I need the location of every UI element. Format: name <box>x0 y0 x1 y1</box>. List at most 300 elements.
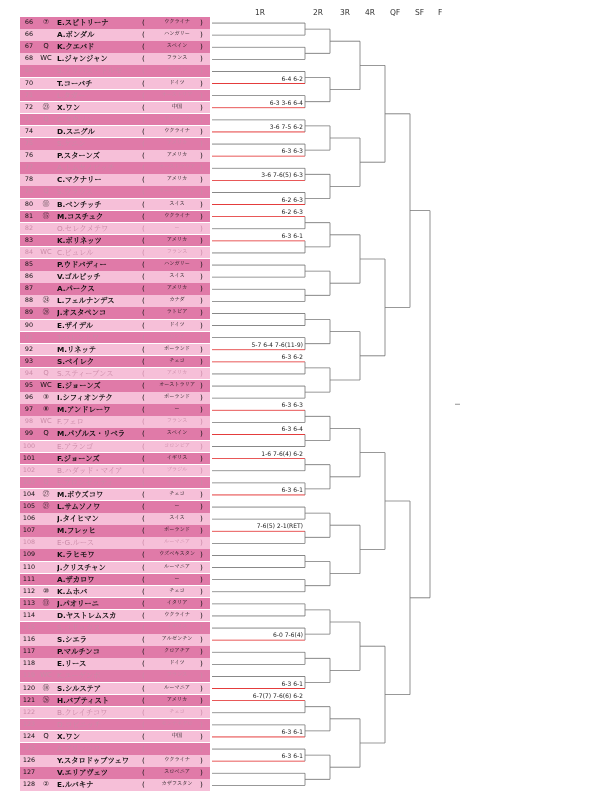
draw-number: 86 <box>24 272 34 281</box>
match-score: 6-3 6-1 <box>281 728 303 736</box>
draw-number: 117 <box>22 647 36 656</box>
country-label: ウクライナ <box>164 212 190 219</box>
paren-close: ) <box>200 489 203 499</box>
player-name: E.ジョーンズ <box>57 381 101 390</box>
country-label: イギリス <box>166 454 188 461</box>
country-label: アメリカ <box>166 369 188 376</box>
draw-number: 115 <box>22 623 36 631</box>
paren-open: ( <box>142 151 145 161</box>
country-label: スイス <box>169 515 185 522</box>
paren-close: ) <box>200 562 203 572</box>
draw-number: 109 <box>22 550 36 559</box>
draw-number: 90 <box>24 320 34 329</box>
round-header: 4R <box>365 8 375 17</box>
country-label: ルーマニア <box>164 684 190 691</box>
paren-close: ) <box>200 695 203 705</box>
seed-label: Q <box>43 368 49 377</box>
draw-number: 81 <box>24 211 34 220</box>
round-header: 3R <box>340 8 350 17</box>
paren-open: ( <box>142 731 145 741</box>
paren-close: ) <box>200 731 203 741</box>
paren-close: ) <box>200 405 203 415</box>
country-label: ハンガリー <box>164 31 190 38</box>
country-label: ポーランド <box>164 394 190 401</box>
match-score: 6-3 6-1 <box>281 486 303 494</box>
paren-open: ( <box>142 647 145 657</box>
paren-open: ( <box>142 429 145 439</box>
player-name: D.ヤストレムスカ <box>57 610 117 620</box>
paren-close: ) <box>200 477 203 487</box>
paren-open: ( <box>142 635 145 645</box>
paren-open: ( <box>142 683 145 693</box>
paren-close: ) <box>200 284 203 294</box>
country-label: アメリカ <box>166 152 188 159</box>
player-name: S.ソリバス・トルモ <box>57 66 123 76</box>
draw-number: 122 <box>22 707 36 716</box>
paren-close: ) <box>200 54 203 64</box>
paren-close: ) <box>200 151 203 161</box>
player-name: P.ウドバディー <box>57 260 107 269</box>
paren-open: ( <box>142 538 145 548</box>
draw-number: 112 <box>22 586 36 595</box>
seed-label: ② <box>42 780 50 789</box>
country-label: カザフスタン <box>161 781 193 788</box>
player-name: L.ブロンゼッティ <box>57 477 114 487</box>
player-name: D.スニグル <box>57 126 95 136</box>
paren-close: ) <box>200 574 203 584</box>
paren-close: ) <box>200 502 203 511</box>
paren-open: ( <box>142 514 145 524</box>
paren-close: ) <box>200 272 203 282</box>
draw-number: 124 <box>22 731 36 740</box>
paren-close: ) <box>200 417 203 427</box>
paren-close: ) <box>200 344 203 354</box>
draw-number: 126 <box>22 756 36 765</box>
draw-number: 113 <box>22 598 36 607</box>
player-name: T.コーバチ <box>57 78 93 88</box>
draw-number: 82 <box>24 223 34 232</box>
country-label: フランス <box>166 418 188 425</box>
player-name: E.ルバキナ <box>57 780 94 790</box>
player-name: H.バプティスト <box>57 695 110 705</box>
paren-close: ) <box>200 90 203 100</box>
player-name: C.マクナリー <box>57 175 102 185</box>
country-label: ルーマニア <box>164 563 190 570</box>
paren-open: ( <box>142 405 145 415</box>
player-name: S.ウラウス <box>57 187 93 197</box>
seed-label: ㉘ <box>42 308 50 317</box>
paren-close: ) <box>200 223 203 233</box>
paren-close: ) <box>200 126 203 136</box>
player-name: A.ブリンコワ <box>57 744 101 753</box>
draw-number: 83 <box>24 235 34 244</box>
match-score: 6-2 6-3 <box>281 208 303 216</box>
player-name: A.ザカロワ <box>57 574 95 584</box>
country-label: ー <box>174 224 180 231</box>
paren-open: ( <box>142 332 145 342</box>
paren-open: ( <box>142 659 145 669</box>
player-name: K.ユーゲンボ <box>57 671 101 681</box>
draw-number: 84 <box>24 247 34 256</box>
player-name: P.マルチンコ <box>57 647 100 657</box>
draw-number: 108 <box>22 538 36 547</box>
paren-close: ) <box>200 683 203 693</box>
draw-number: 123 <box>22 719 36 728</box>
player-name: M.リネッテ <box>57 344 97 354</box>
draw-number: 116 <box>22 635 36 644</box>
seed-label: ⑪ <box>42 199 50 208</box>
paren-open: ( <box>142 296 145 306</box>
paren-close: ) <box>200 707 203 717</box>
paren-open: ( <box>142 320 145 330</box>
paren-open: ( <box>142 211 145 221</box>
paren-close: ) <box>200 78 203 88</box>
match-score: 6-2 6-3 <box>281 196 303 204</box>
draw-number: 102 <box>22 465 36 474</box>
player-name: L.サムソノワ <box>57 502 101 511</box>
paren-close: ) <box>200 66 203 76</box>
country-label: スイス <box>169 273 185 280</box>
seed-label: ㉔ <box>42 296 50 305</box>
draw-number: 120 <box>22 683 36 692</box>
draw-number: 91 <box>24 332 34 341</box>
player-name: J.パオリーニ <box>57 598 99 608</box>
paren-open: ( <box>142 756 145 766</box>
paren-open: ( <box>142 272 145 282</box>
paren-open: ( <box>142 417 145 427</box>
round-header: 2R <box>313 8 323 17</box>
match-score: 6-3 6-3 <box>281 148 303 156</box>
paren-close: ) <box>200 635 203 645</box>
player-name: K.ラヒモワ <box>57 550 95 560</box>
player-name: L.ジャンジャン <box>57 54 108 64</box>
country-label: ウクライナ <box>164 19 190 25</box>
paren-open: ( <box>142 356 145 366</box>
paren-open: ( <box>142 526 145 536</box>
match-score: 6-3 6-1 <box>281 753 303 761</box>
match-score: 3-6 7-5 6-2 <box>269 123 303 131</box>
player-name: S.シルステア <box>57 683 101 693</box>
paren-open: ( <box>142 623 145 632</box>
match-score: 6-3 6-1 <box>281 680 303 688</box>
draw-number: 111 <box>22 574 36 583</box>
paren-close: ) <box>200 211 203 221</box>
paren-open: ( <box>142 102 145 112</box>
player-name: E.アランゴ <box>57 441 94 451</box>
draw-number: 96 <box>24 393 34 402</box>
paren-open: ( <box>142 126 145 136</box>
paren-open: ( <box>142 695 145 705</box>
paren-open: ( <box>142 586 145 596</box>
paren-close: ) <box>200 102 203 112</box>
player-name: X.ワン <box>57 731 80 741</box>
match-score: 7-6(5) 2-1(RET) <box>256 523 303 531</box>
seed-label: ㉑ <box>42 502 50 510</box>
paren-open: ( <box>142 30 145 40</box>
paren-open: ( <box>142 780 145 790</box>
paren-close: ) <box>200 18 203 27</box>
seed-label: ㉗ <box>42 489 50 498</box>
country-label: アメリカ <box>166 236 188 243</box>
draw-number: 128 <box>22 780 36 789</box>
country-label: ドイツ <box>169 321 185 328</box>
player-name: L.タガー <box>57 90 86 100</box>
seed-label: Q <box>43 429 49 438</box>
paren-open: ( <box>142 768 145 778</box>
round-header: SF <box>415 8 425 17</box>
paren-open: ( <box>142 453 145 463</box>
seed-label: ⑩ <box>42 586 50 595</box>
player-name: T.バレントワ <box>57 332 100 342</box>
draw-number: 78 <box>24 175 34 184</box>
paren-open: ( <box>142 42 145 52</box>
paren-close: ) <box>200 598 203 608</box>
draw-number: 103 <box>22 477 36 486</box>
paren-close: ) <box>200 429 203 439</box>
paren-open: ( <box>142 562 145 572</box>
draw-number: 110 <box>22 562 36 571</box>
country-label: オーストリア <box>161 91 193 98</box>
paren-open: ( <box>142 163 145 173</box>
player-name: J.オスタペンコ <box>57 308 107 318</box>
paren-close: ) <box>200 538 203 548</box>
player-name: K.ムホバ <box>57 586 88 596</box>
paren-open: ( <box>142 671 145 681</box>
draw-number: 114 <box>22 610 36 619</box>
country-label: ドイツ <box>169 660 185 667</box>
paren-open: ( <box>142 368 145 378</box>
draw-number: 89 <box>24 308 34 317</box>
paren-close: ) <box>200 526 203 536</box>
paren-close: ) <box>200 187 203 197</box>
match-score: 6-7(7) 7-6(6) 6-2 <box>252 692 303 700</box>
round-header: QF <box>390 8 401 17</box>
paren-close: ) <box>200 550 203 560</box>
draw-number: 87 <box>24 284 34 293</box>
paren-close: ) <box>200 332 203 342</box>
match-score: 6-3 6-3 <box>281 402 303 410</box>
player-name: D.コビニッチ <box>57 719 102 729</box>
country-label: 中国 <box>171 732 183 739</box>
paren-open: ( <box>142 574 145 584</box>
paren-close: ) <box>200 744 203 753</box>
paren-close: ) <box>200 30 203 40</box>
paren-close: ) <box>200 235 203 245</box>
country-label: ルーマニア <box>164 539 190 546</box>
seed-label: ⑧ <box>42 405 50 414</box>
paren-close: ) <box>200 308 203 318</box>
match-score: 6-3 6-2 <box>281 353 303 361</box>
country-label: スロベニア <box>164 769 190 776</box>
country-label: オーストラリア <box>158 164 196 171</box>
paren-open: ( <box>142 187 145 197</box>
draw-number: 98 <box>24 417 34 426</box>
paren-open: ( <box>142 344 145 354</box>
country-label: スイス <box>169 200 185 207</box>
paren-open: ( <box>142 610 145 620</box>
draw-number: 94 <box>24 368 34 377</box>
draw-number: 73 <box>24 114 34 123</box>
paren-close: ) <box>200 175 203 185</box>
paren-open: ( <box>142 393 145 403</box>
country-label: アメリカ <box>166 285 188 292</box>
draw-number: 74 <box>24 126 34 135</box>
country-label: ー <box>174 575 180 582</box>
player-name: A.ボンダル <box>57 30 95 40</box>
paren-close: ) <box>200 659 203 669</box>
seed-label: ⑦ <box>42 18 50 26</box>
paren-close: ) <box>200 247 203 257</box>
draw-number: 69 <box>24 66 34 75</box>
paren-open: ( <box>142 598 145 608</box>
country-label: ウズベキスタン <box>158 551 196 558</box>
draw-number: 66 <box>24 18 34 26</box>
player-name: F.ジョーンズ <box>57 453 100 463</box>
player-name: E.リース <box>57 659 87 669</box>
draw-number: 85 <box>24 260 34 268</box>
country-label: チェコ <box>169 357 185 364</box>
seed-label: WC <box>40 54 52 63</box>
paren-open: ( <box>142 199 145 209</box>
draw-number: 118 <box>22 659 36 668</box>
draw-number: 105 <box>22 502 36 510</box>
draw-number: 70 <box>24 78 34 87</box>
country-label: ラトビア <box>166 309 188 316</box>
paren-close: ) <box>200 623 203 632</box>
paren-open: ( <box>142 284 145 294</box>
match-score: 6-4 6-2 <box>281 75 303 83</box>
draw-number: 97 <box>24 405 34 414</box>
seed-label: WC <box>40 417 52 426</box>
player-name: L.フェルナンデス <box>57 296 115 306</box>
seed-label: Q <box>43 42 49 51</box>
player-name: M.アンドレーワ <box>57 405 111 415</box>
seed-label: WC <box>40 671 52 680</box>
country-label: ロシア <box>169 333 185 340</box>
country-label: チェコ <box>169 490 185 497</box>
draw-number: 127 <box>22 768 36 777</box>
seed-label: ⑬ <box>42 598 50 607</box>
seed-label: ㉓ <box>42 102 50 111</box>
paren-open: ( <box>142 78 145 88</box>
country-label: ー <box>174 406 180 413</box>
match-score: 6-0 7-6(4) <box>272 632 303 640</box>
paren-open: ( <box>142 260 145 269</box>
player-name: B.ハダッド・マイア <box>57 465 123 475</box>
player-name: K.クエバド <box>57 42 95 52</box>
paren-open: ( <box>142 139 145 148</box>
paren-close: ) <box>200 114 203 124</box>
paren-open: ( <box>142 744 145 753</box>
seed-label: Q <box>43 187 49 196</box>
draw-number: 106 <box>22 514 36 523</box>
player-name: C.ビュレル <box>57 247 94 257</box>
paren-close: ) <box>200 368 203 378</box>
draw-number: 76 <box>24 151 34 160</box>
paren-close: ) <box>200 671 203 681</box>
player-name: S.シエラ <box>57 635 87 645</box>
country-label: ポーランド <box>164 345 190 352</box>
player-name: M.パゾルス・リベラ <box>57 429 126 439</box>
seed-label: WC <box>40 381 52 389</box>
paren-close: ) <box>200 163 203 173</box>
player-name: V.ゴルビッチ <box>57 272 101 282</box>
country-label: モンテネグロ <box>161 720 193 727</box>
paren-open: ( <box>142 247 145 257</box>
paren-close: ) <box>200 356 203 366</box>
player-name: J.タイヒマン <box>57 514 99 524</box>
country-label: ブラジル <box>166 466 188 473</box>
player-name: X.ワン <box>57 102 80 112</box>
draw-number: 101 <box>22 453 36 462</box>
paren-open: ( <box>142 707 145 717</box>
paren-close: ) <box>200 393 203 403</box>
draw-number: 79 <box>24 187 34 196</box>
draw-number: 93 <box>24 356 34 365</box>
player-name: E.ザイデル <box>57 320 94 330</box>
paren-close: ) <box>200 780 203 790</box>
country-label: イタリア <box>166 478 188 485</box>
player-name: O.セレクメテワ <box>57 223 109 233</box>
player-name: M.ボウズコワ <box>57 489 104 499</box>
paren-open: ( <box>142 308 145 318</box>
seed-label: WC <box>40 247 52 256</box>
country-label: クロアチア <box>164 648 190 655</box>
country-label: フランス <box>166 55 188 62</box>
draw-number: 67 <box>24 42 34 51</box>
draw-number: 104 <box>22 489 36 498</box>
player-name: F.フェロ <box>57 417 84 427</box>
player-name: S.ケニン <box>57 139 86 148</box>
paren-close: ) <box>200 514 203 524</box>
country-label: ー <box>174 503 180 509</box>
paren-close: ) <box>200 719 203 729</box>
paren-open: ( <box>142 223 145 233</box>
seed-label: ③ <box>42 393 50 402</box>
draw-number: 95 <box>24 381 34 389</box>
paren-close: ) <box>200 296 203 306</box>
country-label: 中国 <box>171 103 183 110</box>
paren-close: ) <box>200 756 203 766</box>
paren-close: ) <box>200 199 203 209</box>
player-name: V.エリアヴェツ <box>57 768 108 778</box>
paren-close: ) <box>200 647 203 657</box>
draw-number: 77 <box>24 163 34 172</box>
draw-number: 71 <box>24 90 34 99</box>
paren-close: ) <box>200 260 203 269</box>
country-label: フランス <box>166 672 188 679</box>
country-label: フランス <box>166 248 188 255</box>
paren-open: ( <box>142 114 145 124</box>
paren-open: ( <box>142 489 145 499</box>
country-label: ポーランド <box>164 527 190 534</box>
paren-close: ) <box>200 586 203 596</box>
country-label: イタリア <box>166 599 188 606</box>
paren-close: ) <box>200 441 203 451</box>
player-name: B.ベンチッチ <box>57 199 102 209</box>
player-name: M.コスチュク <box>57 211 104 221</box>
paren-open: ( <box>142 550 145 560</box>
seed-label: Q <box>43 477 49 486</box>
seed-label: Q <box>43 114 49 123</box>
country-label: アルゼンチン <box>161 636 193 643</box>
draw-number: 125 <box>22 744 36 752</box>
country-label: ウクライナ <box>164 127 190 134</box>
player-name: S.スティーブンス <box>57 368 114 378</box>
country-label: ドイツ <box>169 79 185 86</box>
paren-open: ( <box>142 90 145 100</box>
country-label: コロンビア <box>164 442 190 449</box>
